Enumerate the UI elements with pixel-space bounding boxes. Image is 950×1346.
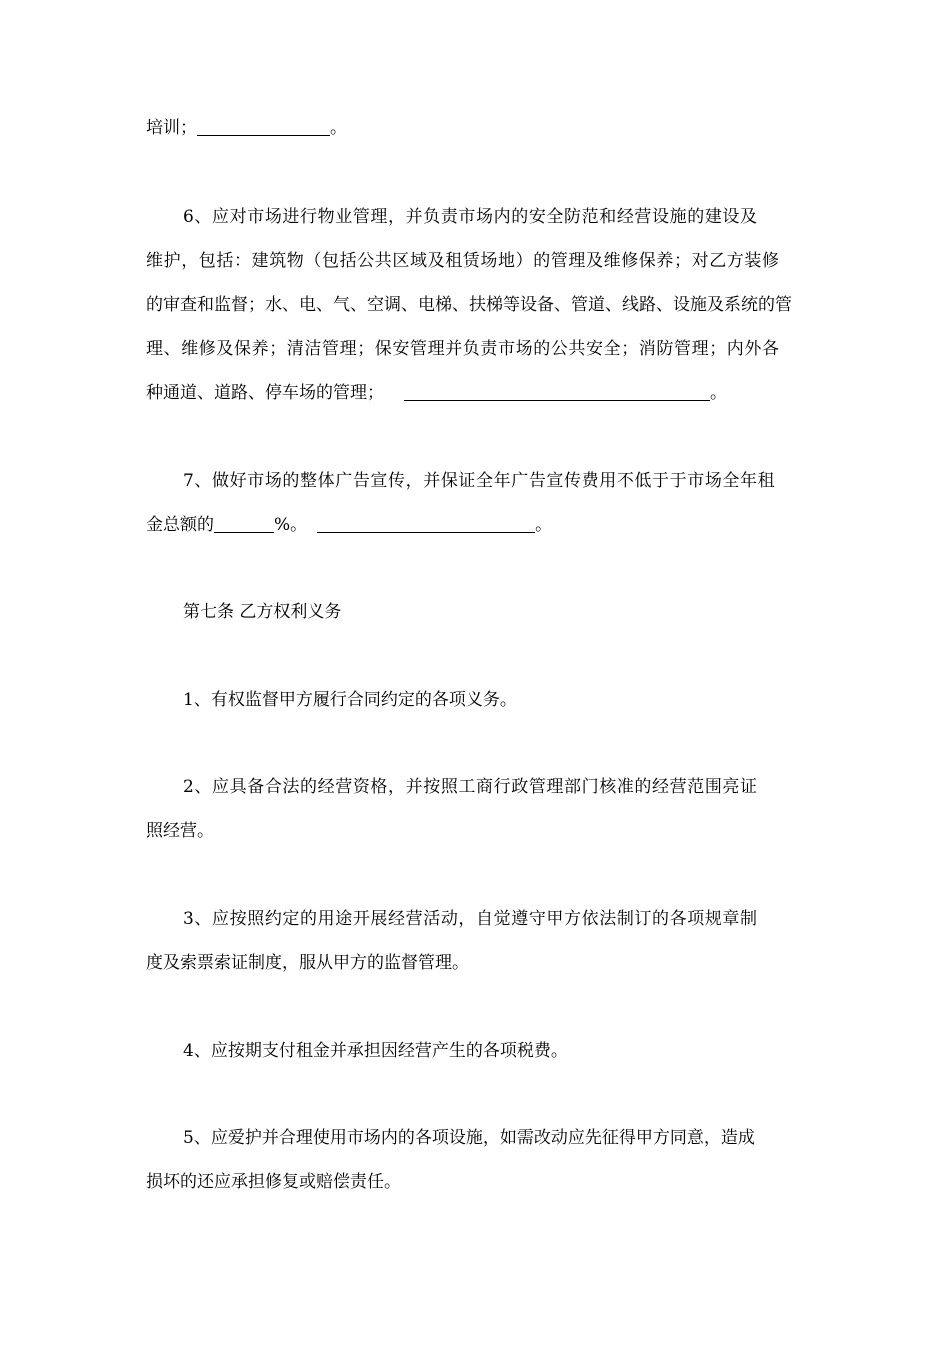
item6-line-1: 6、应对市场进行物业管理，并负责市场内的安全防范和经营设施的建设及	[183, 207, 758, 227]
article7-item1: 1、有权监督甲方履行合同约定的各项义务。	[183, 690, 517, 710]
item7-line-2	[146, 514, 552, 536]
article7-item3-line1: 3、应按照约定的用途开展经营活动，自觉遵守甲方依法制订的各项规章制	[183, 909, 758, 929]
training-text: 培训；	[146, 118, 197, 138]
period: 。	[710, 383, 727, 403]
article7-item2-line2: 照经营。	[146, 821, 214, 841]
article7-item5-line1: 5、应爱护并合理使用市场内的各项设施，如需改动应先征得甲方同意，造成	[183, 1128, 755, 1148]
item7-line-1: 7、做好市场的整体广告宣传，并保证全年广告宣传费用不低于于市场全年租	[183, 471, 776, 491]
fill-in-blank[interactable]	[197, 118, 330, 136]
percent-blank[interactable]	[214, 515, 274, 533]
period: 。	[330, 118, 347, 138]
fill-in-blank[interactable]	[317, 515, 535, 533]
article7-item3-line2: 度及索票索证制度，服从甲方的监督管理。	[146, 953, 469, 973]
article7-heading: 第七条 乙方权利义务	[183, 602, 342, 622]
training-line	[146, 117, 347, 139]
period: 。	[535, 515, 553, 535]
item6-line-3: 的审查和监督；水、电、气、空调、电梯、扶梯等设备、管道、线路、设施及系统的管	[146, 295, 792, 315]
item6-last-text: 种通道、道路、停车场的管理；	[146, 383, 384, 403]
article7-item4: 4、应按期支付租金并承担因经营产生的各项税费。	[183, 1041, 568, 1061]
fill-in-blank[interactable]	[404, 383, 710, 401]
item7-text: 金总额的	[146, 515, 214, 535]
item6-line-4: 理、维修及保养；清洁管理；保安管理并负责市场的公共安全；消防管理；内外各	[146, 339, 780, 359]
article7-item2-line1: 2、应具备合法的经营资格，并按照工商行政管理部门核准的经营范围亮证	[183, 777, 758, 797]
item6-line-2: 维护，包括：建筑物（包括公共区域及租赁场地）的管理及维修保养；对乙方装修	[146, 251, 780, 271]
percent-sign: %。	[274, 515, 308, 535]
article7-item5-line2: 损坏的还应承担修复或赔偿责任。	[146, 1172, 401, 1192]
item6-line-5	[146, 382, 727, 404]
